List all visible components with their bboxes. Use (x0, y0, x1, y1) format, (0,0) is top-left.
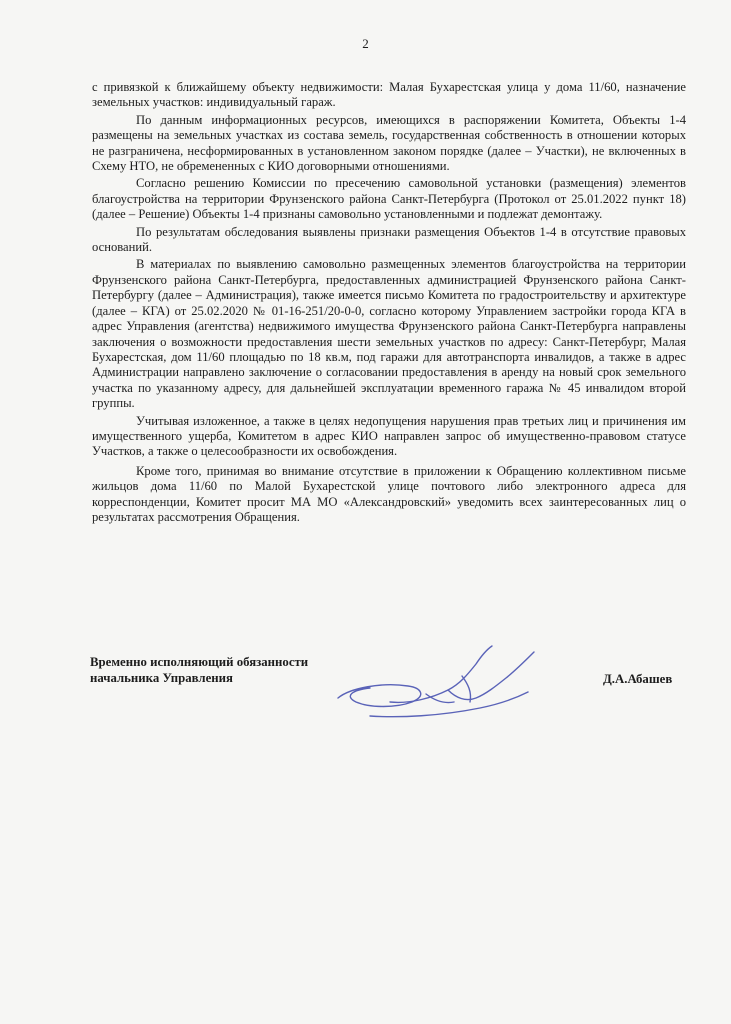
signatory-title-line-1: Временно исполняющий обязанности (90, 655, 309, 669)
signer-name: Д.А.Абашев (603, 672, 673, 686)
paragraph-3: Согласно решению Комиссии по пресечению самовольной установки (размещения) элементов благоустройства на территории Фрунзенского района Санкт-Петербурга (Протокол от 25.01.2022 пункт 18) (далее – Решение) Объекты 1-4 признаны самовольно установленными и подлежат демонтажу. (92, 176, 686, 222)
handwritten-signature (330, 636, 540, 726)
paragraph-1: с привязкой к ближайшему объекту недвижимости: Малая Бухарестская улица у дома 11/60, назначение земельных участков: индивидуальный гараж. (92, 80, 686, 110)
signatory-title (90, 654, 308, 686)
paragraph-5: В материалах по выявлению самовольно размещенных элементов благоустройства на территории Фрунзенского района Санкт-Петербурга, предоставленных администрацией Фрунзенского района Санкт-Петербургу (далее – Администрация), также имеется письмо Комитета по градостроительству и архитектуре (далее – КГА) от 25.02.2020 № 01-16-251/20-0-0, согласно которому Управлением застройки города КГА в адрес Управления (агентства) недвижимого имущества Фрунзенского района Санкт-Петербурга направлены заключения о возможности предоставления шести земельных участков по адресу: Санкт-Петербург, Малая Бухарестская, дом 11/60 площадью по 18 кв.м, под гаражи для автотранспорта инвалидов, а также в адрес Администрации направлено заключение о согласовании предоставления в аренду на новый срок земельного участка по указанному адресу, для дальнейшей эксплуатации временного гаража № 45 инвалидом второй группы. (92, 257, 686, 411)
paragraph-4: По результатам обследования выявлены признаки размещения Объектов 1-4 в отсутствие правовых оснований. (92, 224, 686, 255)
signatory-title-line-2: начальника Управления (90, 671, 233, 685)
paragraph-2: По данным информационных ресурсов, имеющихся в распоряжении Комитета, Объекты 1-4 размещены на земельных участках из состава земель, государственная собственность в отношении которых не разграничена, несформированных в установленном законом порядке (далее – Участки), не включенных в Схему НТО, не обремененных с КИО договорными отношениями. (92, 112, 686, 174)
letter-body (92, 80, 686, 527)
paragraph-7: Кроме того, принимая во внимание отсутствие в приложении к Обращению коллективном письме жильцов дома 11/60 по Малой Бухарестской улице почтового либо электронного адреса для корреспонденции, Комитет просит МА МО «Александровский» уведомить всех заинтересованных лиц о результатах рассмотрения Обращения. (92, 463, 686, 524)
paragraph-6: Учитывая изложенное, а также в целях недопущения нарушения прав третьих лиц и причинения им имущественного ущерба, Комитетом в адрес КИО направлен запрос об имущественно-правовом статусе Участков, а также о целесообразности их освобождения. (92, 413, 686, 459)
page-number: 2 (362, 36, 369, 51)
